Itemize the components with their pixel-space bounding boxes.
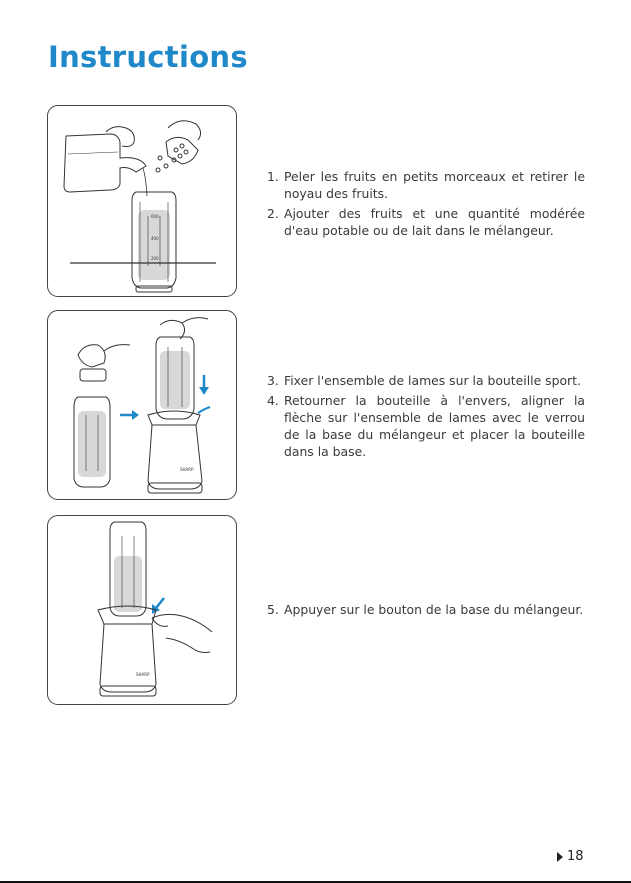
steps-group-3: [267, 601, 585, 621]
step-item: [267, 372, 585, 389]
step-item: [267, 392, 585, 460]
step-item: [267, 205, 585, 239]
page-title: Instructions: [48, 40, 248, 74]
step-number: 2.: [267, 206, 279, 221]
step-number: 3.: [267, 373, 279, 388]
svg-text:600: 600: [151, 214, 159, 219]
step-number: 5.: [267, 602, 279, 617]
step-item: [267, 601, 585, 618]
page-number: [557, 849, 584, 864]
svg-text:SHARP: SHARP: [180, 467, 194, 472]
step-text: Fixer l'ensemble de lames sur la bouteille sport.: [284, 373, 581, 388]
illustration-assemble-bottle: [47, 310, 237, 500]
steps-group-2: [267, 372, 585, 463]
next-page-triangle-icon: [557, 852, 563, 862]
step-item: [267, 168, 585, 202]
svg-text:SHARP: SHARP: [136, 672, 150, 677]
illustration-add-fruit: [47, 105, 237, 297]
step-text: Peler les fruits en petits morceaux et retirer le noyau des fruits.: [284, 169, 585, 201]
step-text: Appuyer sur le bouton de la base du mélangeur.: [284, 602, 584, 617]
step-text: Ajouter des fruits et une quantité modérée d'eau potable ou de lait dans le mélangeur.: [284, 206, 585, 238]
steps-group-1: [267, 168, 585, 242]
page-number-text: 18: [567, 849, 584, 864]
step-text: Retourner la bouteille à l'envers, aligner la flèche sur l'ensemble de lames avec le verrou de la base du mélangeur et placer la bouteille dans la base.: [284, 393, 585, 459]
step-number: 1.: [267, 169, 279, 184]
illustration-press-button: [47, 515, 237, 705]
svg-text:400: 400: [151, 236, 159, 241]
step-number: 4.: [267, 393, 279, 408]
svg-text:200: 200: [151, 256, 159, 261]
